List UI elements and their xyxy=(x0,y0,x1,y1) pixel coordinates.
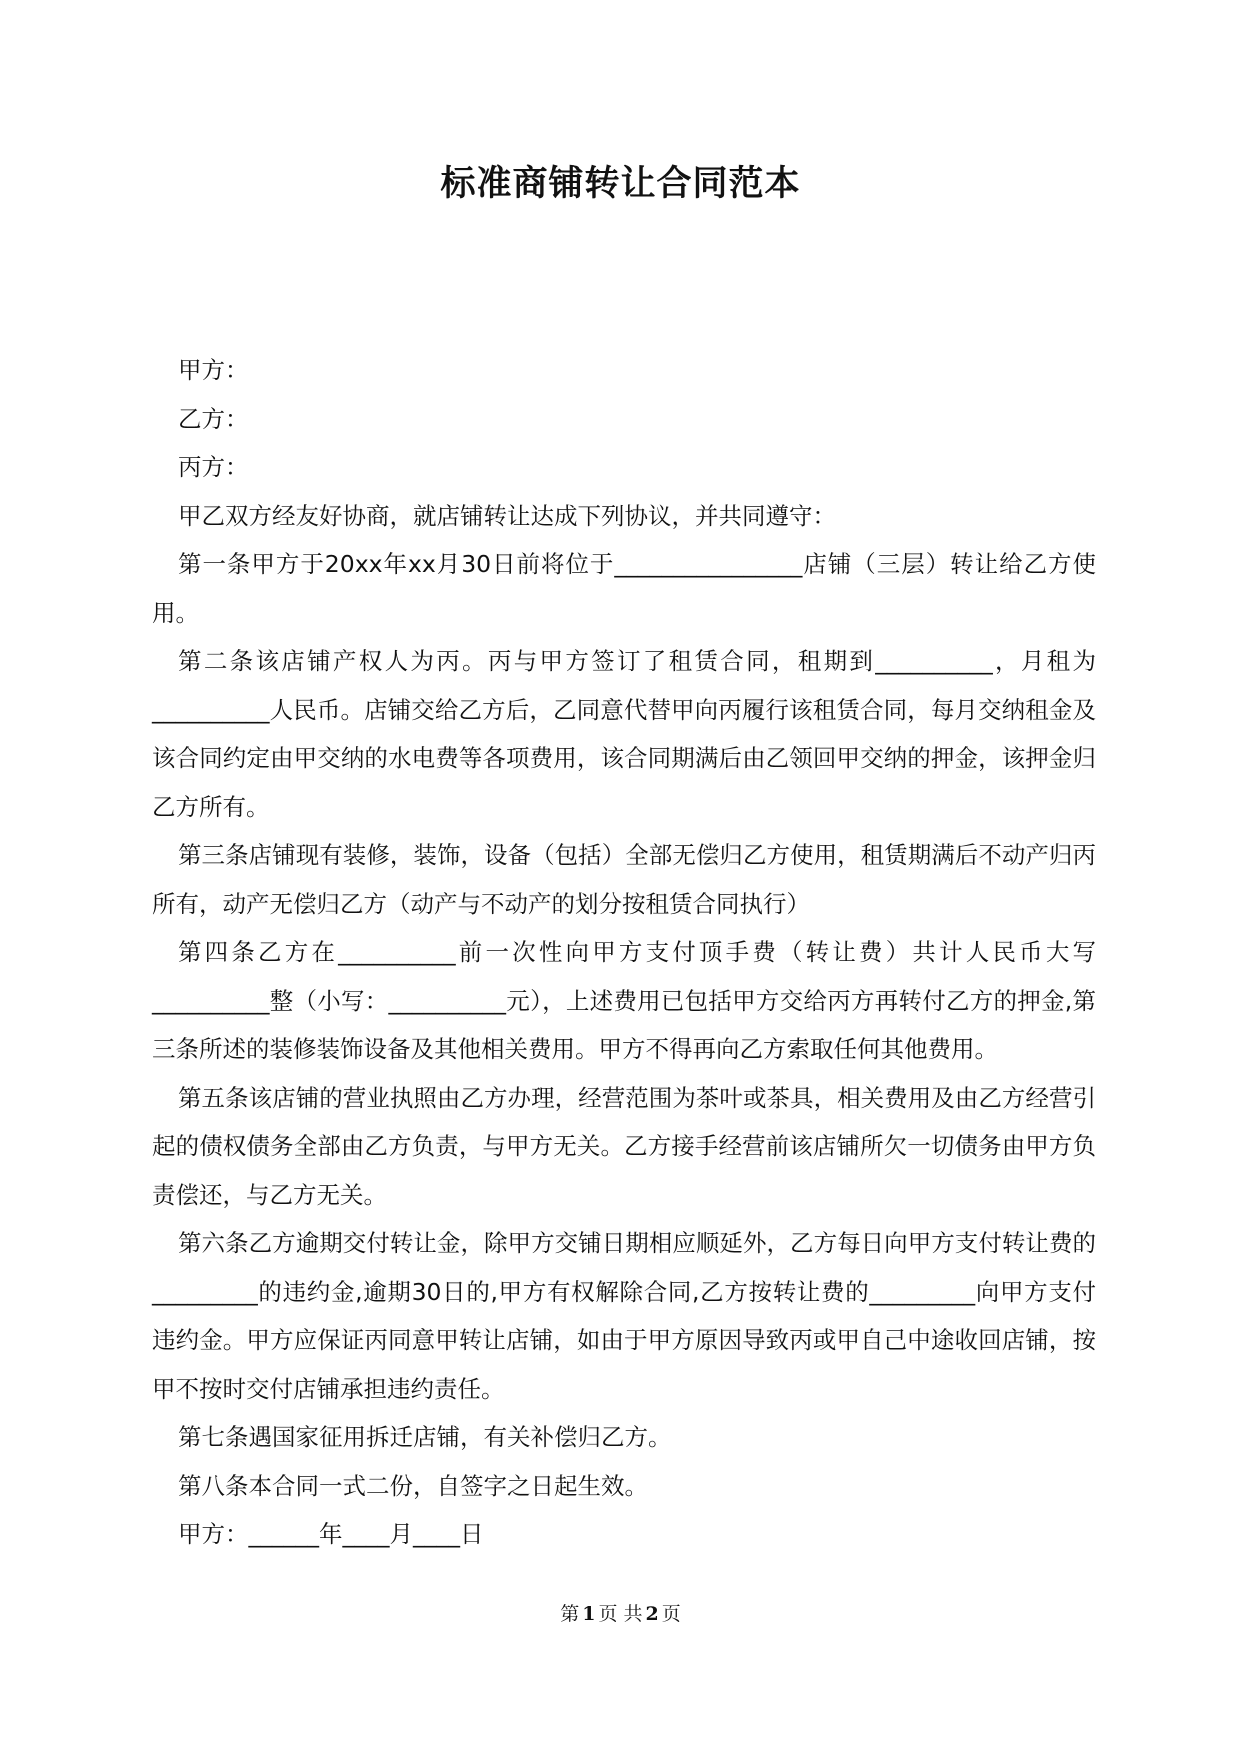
article-6: 第六条乙方逾期交付转让金，除甲方交铺日期相应顺延外，乙方每日向甲方支付转让费的_________的违约金,逾期30日的,甲方有权解除合同,乙方按转让费的_________向甲方支付违约金。甲方应保证丙同意甲转让店铺，如由于甲方原因导致丙或甲自己中途收回店铺，按甲不按时交付店铺承担违约责任。 xyxy=(152,1229,1096,1403)
article-1: 第一条甲方于20xx年xx月30日前将位于________________店铺（三层）转让给乙方使用。 xyxy=(152,550,1096,627)
article-2: 第二条该店铺产权人为丙。丙与甲方签订了租赁合同，租期到__________，月租为__________人民币。店铺交给乙方后，乙同意代替甲向丙履行该租赁合同，每月交纳租金及该合同约定由甲交纳的水电费等各项费用，该合同期满后由乙领回甲交纳的押金，该押金归乙方所有。 xyxy=(152,647,1096,821)
party-b-line: 乙方： xyxy=(178,404,249,433)
article-7: 第七条遇国家征用拆迁店铺，有关补偿归乙方。 xyxy=(178,1423,672,1451)
preamble-paragraph: 甲乙双方经友好协商，就店铺转让达成下列协议，并共同遵守： xyxy=(178,501,836,530)
document-title: 标准商铺转让合同范本 xyxy=(440,164,801,204)
party-a-line: 甲方： xyxy=(178,356,249,384)
footer-suffix: 页 xyxy=(661,1603,681,1625)
article-8: 第八条本合同一式二份，自签字之日起生效。 xyxy=(178,1471,648,1500)
footer-prefix: 第 xyxy=(560,1603,580,1625)
article-5: 第五条该店铺的营业执照由乙方办理，经营范围为茶叶或茶具，相关费用及由乙方经营引起的债权债务全部由乙方负责，与甲方无关。乙方接手经营前该店铺所欠一切债务由甲方负责偿还，与乙方无关。 xyxy=(152,1083,1096,1209)
signature-date-line: 甲方：______年____月____日 xyxy=(178,1520,484,1548)
footer-page-current: 1 xyxy=(582,1603,596,1625)
party-c-line: 丙方： xyxy=(178,453,249,481)
article-4: 第四条乙方在__________前一次性向甲方支付顶手费（转让费）共计人民币大写__________整（小写：__________元），上述费用已包括甲方交给丙方再转付乙方的押金,第三条所述的装修装饰设备及其他相关费用。甲方不得再向乙方索取任何其他费用。 xyxy=(152,938,1096,1063)
article-3: 第三条店铺现有装修，装饰，设备（包括）全部无偿归乙方使用，租赁期满后不动产归丙所有，动产无偿归乙方（动产与不动产的划分按租赁合同执行） xyxy=(152,841,1096,918)
document-body xyxy=(152,346,1096,1559)
page-footer xyxy=(0,1602,1241,1626)
footer-middle: 页 共 xyxy=(598,1603,643,1625)
footer-page-total: 2 xyxy=(645,1603,659,1625)
